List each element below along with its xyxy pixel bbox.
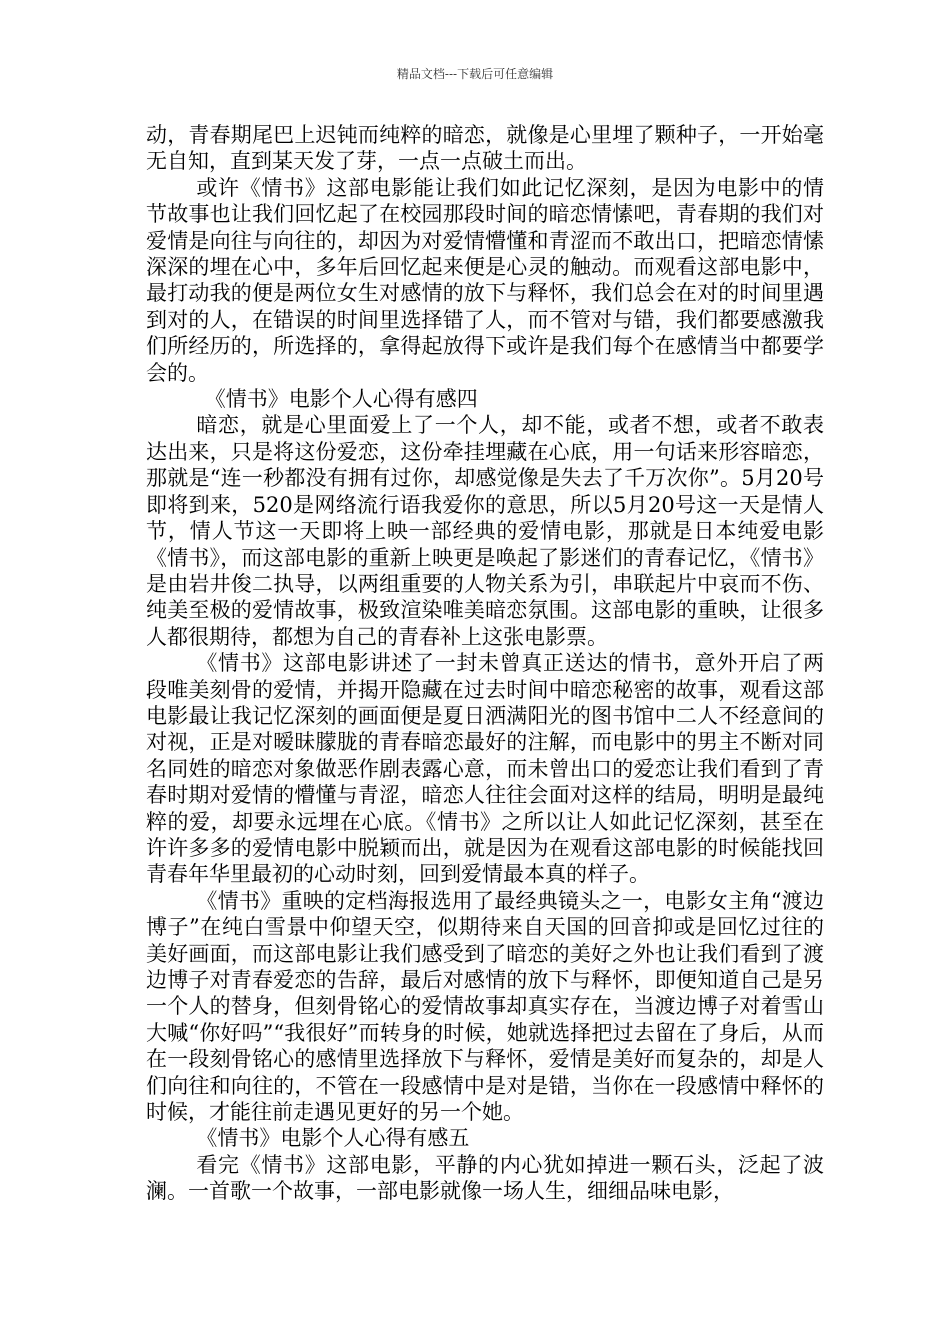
document-body bbox=[146, 122, 824, 1205]
paragraph: 看完《情书》这部电影，平静的内心犹如掉进一颗石头，泛起了波澜。一首歌一个故事，一部电影就像一场人生，细细品味电影， bbox=[146, 1152, 824, 1204]
section-heading: 《情书》电影个人心得有感五 bbox=[196, 1126, 470, 1151]
paragraph: 《情书》重映的定档海报选用了最经典镜头之一，电影女主角“渡边博子”在纯白雪景中仰望天空，似期待来自天国的回音抑或是回忆过往的美好画面，而这部电影让我们感受到了暗恋的美好之外也让我们看到了渡边博子对青春爱恋的告辞，最后对感情的放下与释怀，即便知道自己是另一个人的替身，但刻骨铭心的爱情故事却真实存在，当渡边博子对着雪山大喊“你好吗”“我很好”而转身的时候，她就选择把过去留在了身后，从而在一段刻骨铭心的感情里选择放下与释怀，爱情是美好而复杂的，却是人们向往和向往的，不管在一段感情中是对是错，当你在一段感情中释怀的时候，才能往前走遇见更好的另一个她。 bbox=[146, 888, 824, 1125]
paragraph-continuation: 动，青春期尾巴上迟钝而纯粹的暗恋，就像是心里埋了颗种子，一开始毫无自知，直到某天发了芽，一点一点破土而出。 bbox=[146, 123, 824, 174]
paragraph: 暗恋，就是心里面爱上了一个人，却不能，或者不想，或者不敢表达出来，只是将这份爱恋，这份牵挂埋藏在心底，用一句话来形容暗恋，那就是“连一秒都没有拥有过你，却感觉像是失去了千万次你”。5月20号即将到来，520是网络流行语我爱你的意思，所以5月20号这一天是情人节，情人节这一天即将上映一部经典的爱情电影，那就是日本纯爱电影《情书》，而这部电影的重新上映更是唤起了影迷们的青春记忆，《情书》是由岩井俊二执导，以两组重要的人物关系为引，串联起片中哀而不伤、纯美至极的爱情故事，极致渲染唯美暗恋氛围。这部电影的重映，让很多人都很期待，都想为自己的青春补上这张电影票。 bbox=[146, 413, 824, 649]
paragraph: 或许《情书》这部电影能让我们如此记忆深刻，是因为电影中的情节故事也让我们回忆起了在校园那段时间的暗恋情愫吧，青春期的我们对爱情是向往与向往的，却因为对爱情懵懂和青涩而不敢出口，把暗恋情愫深深的埋在心中，多年后回忆起来便是心灵的触动。而观看这部电影中，最打动我的便是两位女生对感情的放下与释怀，我们总会在对的时间里遇到对的人，在错误的时间里选择错了人，而不管对与错，我们都要感激我们所经历的，所选择的，拿得起放得下或许是我们每个在感情当中都要学会的。 bbox=[146, 175, 824, 385]
paragraph: 《情书》这部电影讲述了一封未曾真正送达的情书，意外开启了两段唯美刻骨的爱情，并揭开隐藏在过去时间中暗恋秘密的故事，观看这部电影最让我记忆深刻的画面便是夏日洒满阳光的图书馆中二人不经意间的对视，正是对暧昧朦胧的青春暗恋最好的注解，而电影中的男主不断对同名同姓的暗恋对象做恶作剧表露心意，而未曾出口的爱恋让我们看到了青春时期对爱情的懵懂与青涩，暗恋人往往会面对这样的结局，明明是最纯粹的爱，却要永远埋在心底。《情书》之所以让人如此记忆深刻，甚至在许许多多的爱情电影中脱颖而出，就是因为在观看这部电影的时候能找回青春年华里最初的心动时刻，回到爱情最本真的样子。 bbox=[146, 651, 824, 887]
section-heading: 《情书》电影个人心得有感四 bbox=[204, 387, 478, 412]
page-header: 精品文档---下载后可任意编辑 bbox=[396, 67, 554, 81]
